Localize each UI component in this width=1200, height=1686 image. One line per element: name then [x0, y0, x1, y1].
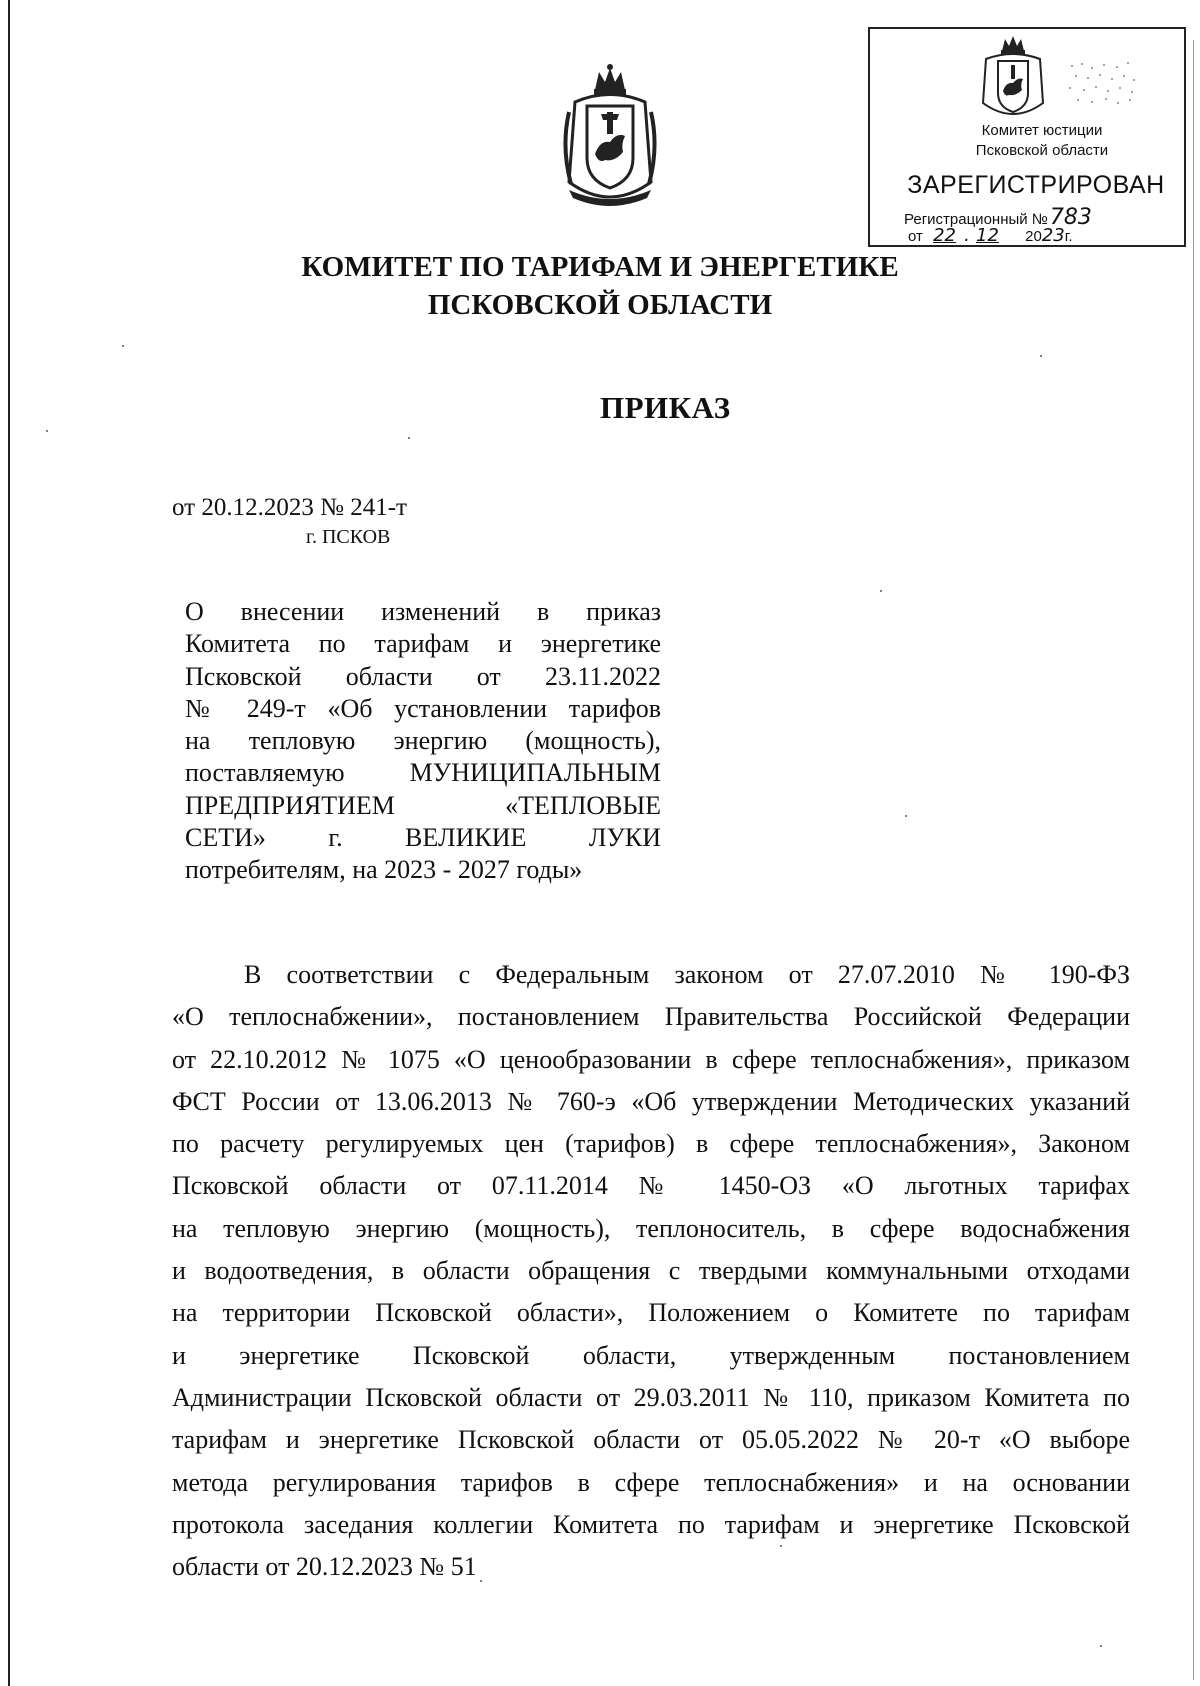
document-body-paragraph: [172, 954, 1130, 1588]
stamp-date-suffix: г.: [1064, 228, 1073, 245]
body-line: Администрации Псковской области от 29.03.2011 № 110, приказом Комитета по: [172, 1382, 1130, 1412]
scan-speck: [905, 815, 907, 817]
stamp-status: ЗАРЕГИСТРИРОВАН: [907, 171, 1165, 199]
scan-speck: [780, 1545, 782, 1547]
stamp-number-value: 783: [1049, 205, 1092, 230]
stamp-date-prefix: от: [908, 228, 923, 245]
stamp-date-day: 22: [933, 225, 956, 246]
document-city: г. ПСКОВ: [306, 526, 391, 548]
document-subject: [185, 596, 661, 887]
document-number-date: от 20.12.2023 № 241-т: [172, 494, 407, 521]
body-line: области от 20.12.2023 № 51: [172, 1552, 477, 1582]
body-line: протокола заседания коллегии Комитета по тарифам и энергетике Псковской: [172, 1509, 1130, 1539]
body-line: метода регулирования тарифов в сфере теплоснабжения» и на основании: [172, 1467, 1130, 1497]
committee-title-line2: ПСКОВСКОЙ ОБЛАСТИ: [427, 289, 773, 321]
stamp-date-year: 23: [1041, 225, 1065, 246]
stamp-date: от 22 . 12 2023г.: [908, 225, 1073, 246]
scan-speck: [880, 590, 882, 592]
committee-title-line1: КОМИТЕТ ПО ТАРИФАМ И ЭНЕРГЕТИКЕ: [301, 251, 899, 283]
body-line: на тепловую энергию (мощность), теплоноситель, в сфере водоснабжения: [172, 1213, 1130, 1243]
stamp-number-label: Регистрационный №: [904, 211, 1048, 228]
subject-line: О внесении изменений в приказ: [185, 597, 661, 626]
body-line: на территории Псковской области», Положением о Комитете по тарифам: [172, 1298, 1130, 1328]
coat-of-arms-icon: [555, 62, 665, 212]
body-line: по расчету регулируемых цен (тарифов) в сфере теплоснабжения», Законом: [172, 1129, 1130, 1159]
stamp-date-year-prefix: 20: [1025, 228, 1042, 245]
body-line: Псковской области от 07.11.2014 № 1450-ОЗ «О льготных тарифах: [172, 1171, 1130, 1201]
subject-line: № 249-т «Об установлении тарифов: [185, 693, 661, 723]
body-line: В соответствии с Федеральным законом от 27.07.2010 № 190-ФЗ: [244, 960, 1130, 989]
subject-line: ПРЕДПРИЯТИЕМ «ТЕПЛОВЫЕ: [185, 790, 661, 820]
scan-speck: [46, 430, 48, 432]
scan-speck: [122, 345, 124, 347]
subject-line: потребителям, на 2023 - 2027 годы»: [185, 855, 583, 885]
scan-speck: [1100, 1645, 1102, 1647]
body-line: тарифам и энергетике Псковской области от 05.05.2022 № 20-т «О выборе: [172, 1425, 1130, 1455]
body-line: ФСТ России от 13.06.2013 № 760-э «Об утверждении Методических указаний: [172, 1086, 1130, 1116]
subject-line: на тепловую энергию (мощность),: [185, 726, 661, 756]
body-line: «О теплоснабжении», постановлением Правительства Российской Федерации: [172, 1002, 1130, 1032]
body-line: от 22.10.2012 № 1075 «О ценообразовании в сфере теплоснабжения», приказом: [172, 1044, 1130, 1074]
body-line: и водоотведения, в области обращения с твердыми коммунальными отходами: [172, 1256, 1130, 1286]
subject-line: поставляемую МУНИЦИПАЛЬНЫМ: [185, 758, 661, 788]
page-edge-left: [8, 0, 10, 1686]
scan-speck: [1040, 355, 1042, 357]
stamp-org-line1: Комитет юстиции: [981, 122, 1103, 139]
stamp-coat-of-arms-icon: [976, 33, 1050, 125]
stamp-org-line2: Псковской области: [975, 142, 1109, 159]
page-edge-right: [1193, 40, 1194, 1680]
stamp-date-month: 12: [976, 225, 999, 246]
document-type-title: ПРИКАЗ: [600, 390, 731, 425]
subject-line: Комитета по тарифам и энергетике: [185, 629, 661, 659]
scan-speck: [480, 1580, 482, 1582]
subject-line: СЕТИ» г. ВЕЛИКИЕ ЛУКИ: [185, 823, 661, 853]
scan-speck: [408, 437, 410, 439]
body-line: и энергетике Псковской области, утвержденным постановлением: [172, 1340, 1130, 1370]
subject-line: Псковской области от 23.11.2022: [185, 661, 661, 691]
stamp-dot-pattern: [1062, 58, 1142, 118]
